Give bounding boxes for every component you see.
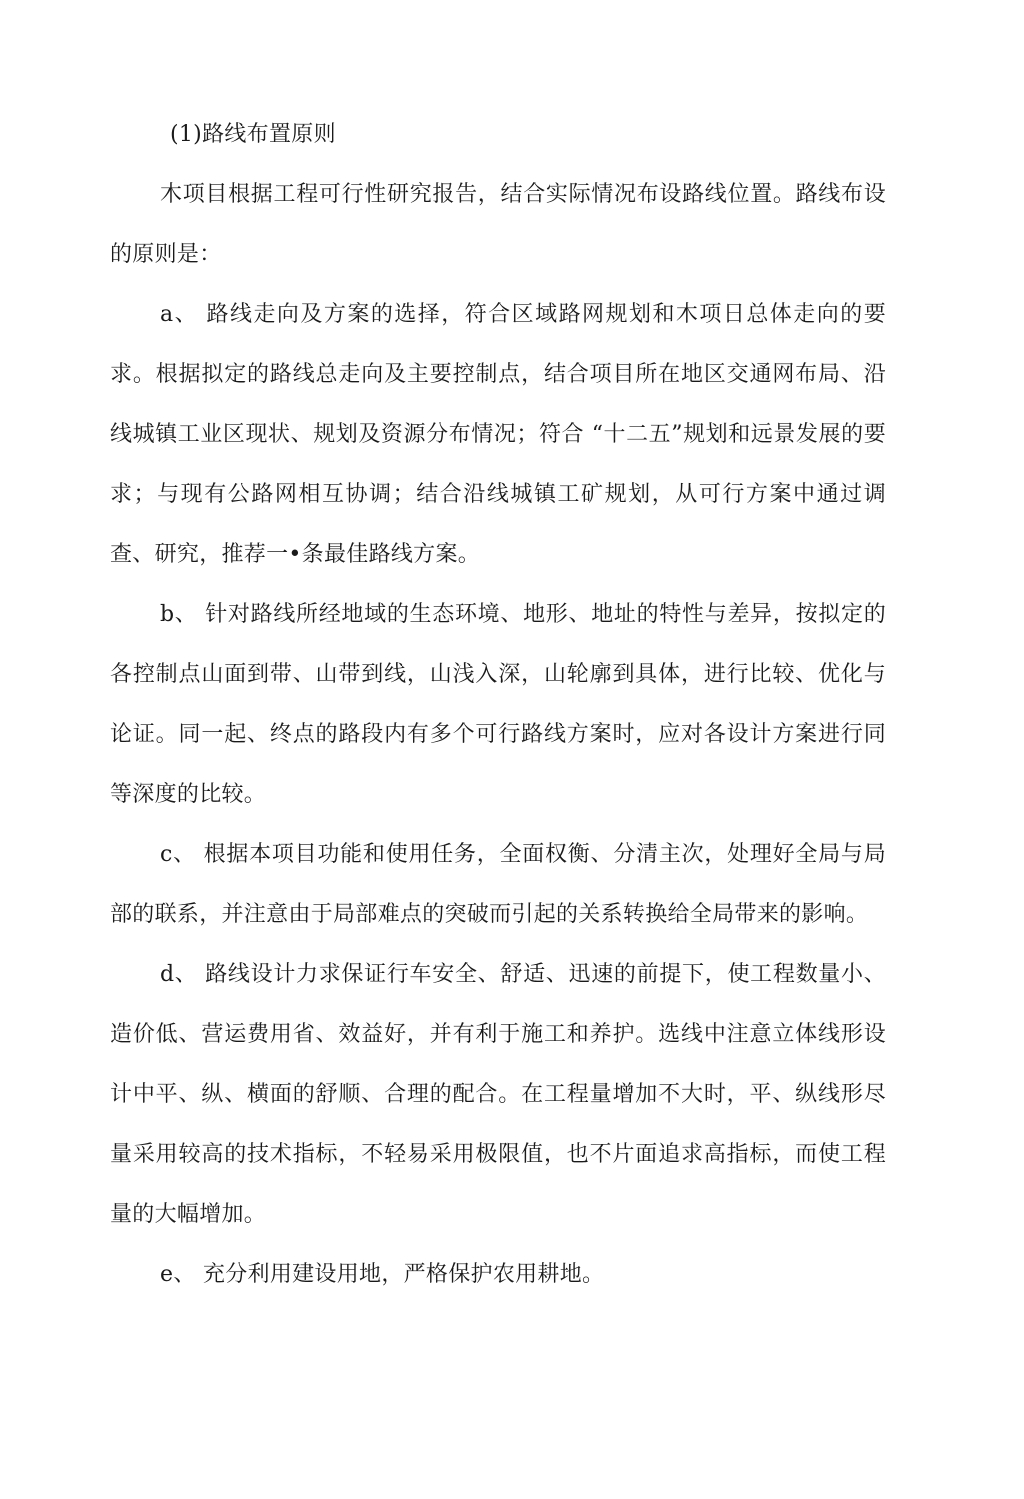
paragraph-principle-b: b、 针对路线所经地域的生态环境、地形、地址的特性与差异，按拟定的各控制点山面到带、山带到线，山浅入深，山轮廓到具体，进行比较、优化与论证。同一起、终点的路段内有多个可行路线方案时，应对各设计方案进行同等深度的比较。 <box>110 602 886 807</box>
paragraph-principle-e: e、 充分利用建设用地，严格保护农用耕地。 <box>160 1262 605 1287</box>
paragraph-principle-a: a、 路线走向及方案的选择，符合区域路网规划和木项日总体走向的要求。根据拟定的路线总走向及主要控制点，结合项目所在地区交通网布局、沿线城镇工业区现状、规划及资源分布情况；符合 “十二五”规划和远景发展的要求；与现有公路网相互协调；结合沿线城镇工矿规划，从可行方案中通过调查、研究，推荐一•条最佳路线方案。 <box>110 302 886 567</box>
paragraph-intro: 木项目根据工程可行性研究报告，结合实际情况布设路线位置。路线布设的原则是： <box>110 182 886 267</box>
section-heading: (1)路线布置原则 <box>170 122 336 147</box>
document-body <box>110 105 886 1305</box>
paragraph-principle-c: c、 根据本项目功能和使用任务，全面权衡、分清主次，处理好全局与局部的联系，并注意由于局部难点的突破而引起的关系转换给全局带来的影响。 <box>110 842 886 927</box>
paragraph-principle-d: d、 路线设计力求保证行车安全、舒适、迅速的前提下，使工程数量小、造价低、营运费用省、效益好，并有利于施工和养护。选线中注意立体线形设计中平、纵、横面的舒顺、合理的配合。在工程量增加不大时，平、纵线形尽量采用较高的技术指标，不轻易采用极限值，也不片面追求高指标，而使工程量的大幅增加。 <box>110 962 886 1227</box>
